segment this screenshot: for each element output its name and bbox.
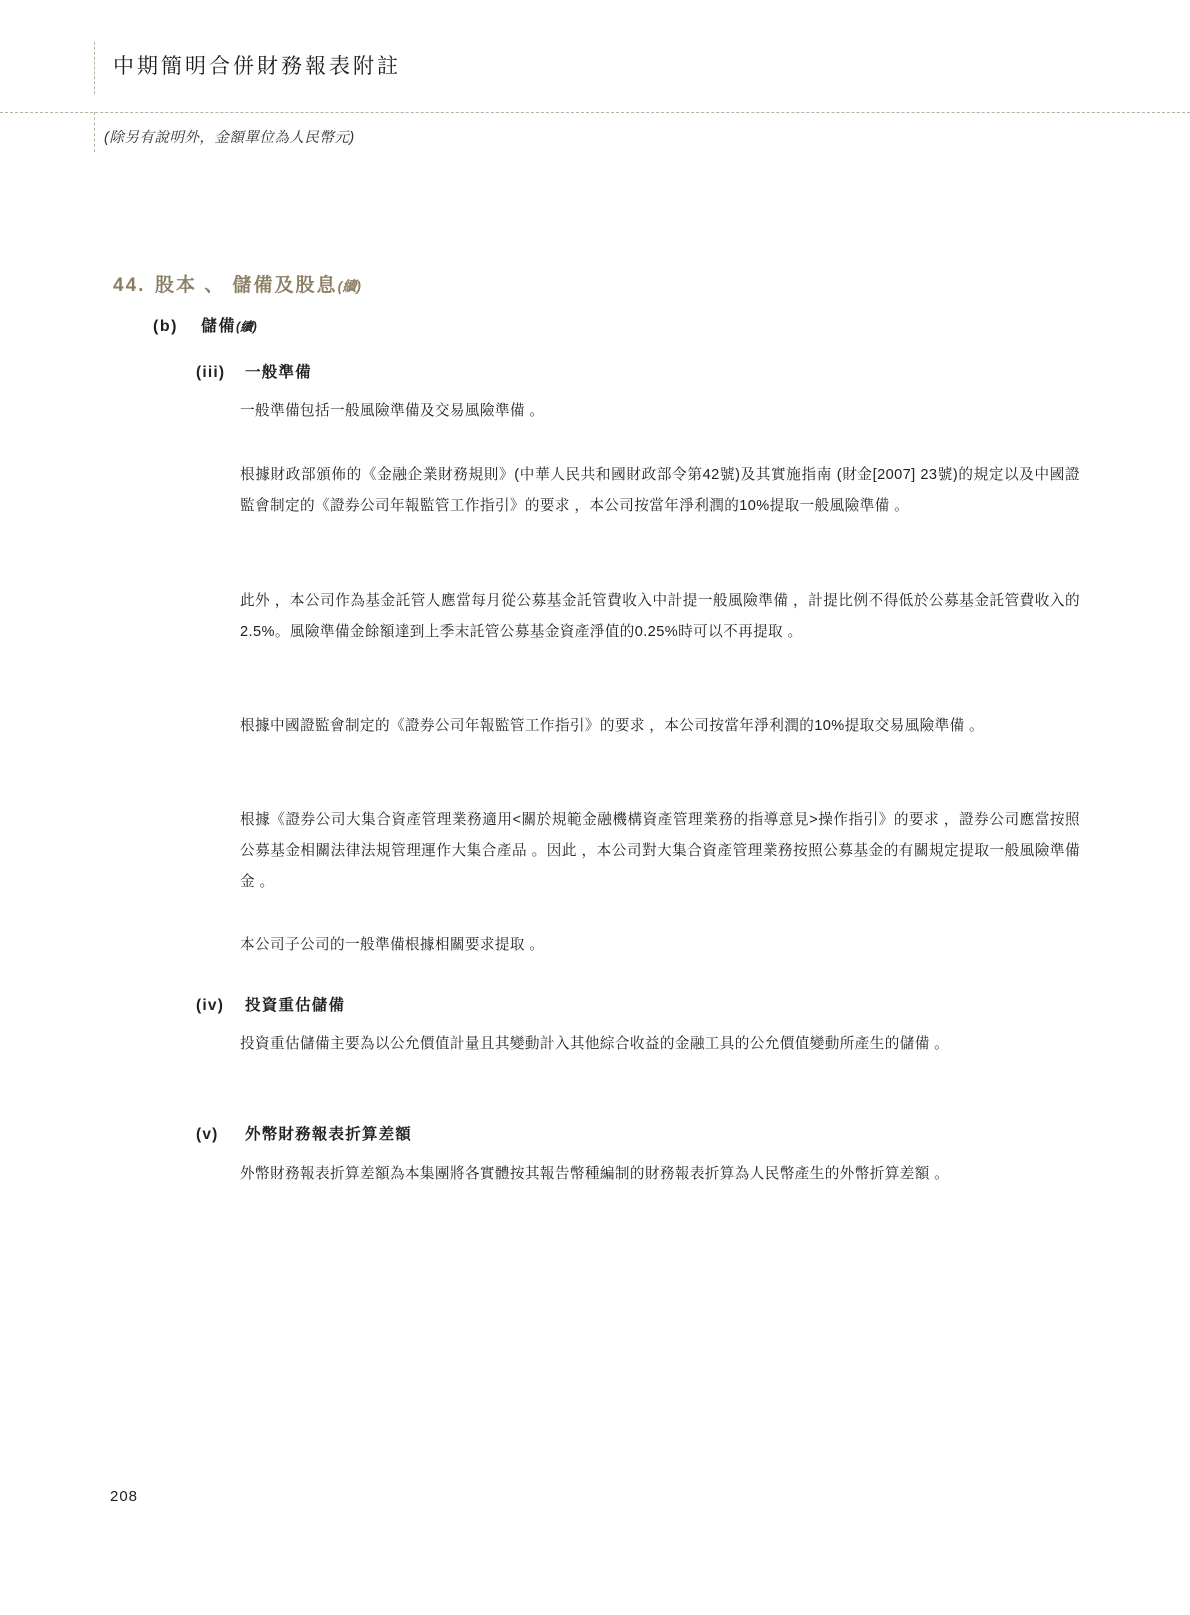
subsection-marker-iv: (iv)	[196, 997, 225, 1014]
paragraph-iii-4: 根據中國證監會制定的《證券公司年報監管工作指引》的要求 ，本公司按當年淨利潤的10%提取交易風險準備 。	[240, 718, 985, 734]
subsection-heading-v	[196, 1122, 412, 1144]
note-heading	[113, 270, 361, 297]
subsection-heading-iii	[196, 360, 312, 382]
paragraph-iv-1: 投資重估儲備主要為以公允價值計量且其變動計入其他綜合收益的金融工具的公允價值變動所產生的儲備 。	[240, 1036, 950, 1052]
section-b-title: 儲備	[201, 318, 237, 335]
subsection-marker-iii: (iii)	[196, 364, 226, 381]
section-b-marker: (b)	[153, 318, 178, 335]
note-continued-marker: (續)	[337, 278, 361, 294]
subsection-title-iii: 一般準備	[245, 364, 312, 381]
header-vertical-rule-lower	[94, 112, 95, 152]
header-subtitle: (除另有說明外，金額單位為人民幣元)	[104, 130, 355, 146]
subsection-marker-v: (v)	[196, 1126, 219, 1143]
note-title: 股本 、 儲備及股息	[155, 275, 338, 296]
paragraph-iii-6: 本公司子公司的一般準備根據相關要求提取 。	[240, 937, 545, 953]
header-title: 中期簡明合併財務報表附註	[113, 54, 401, 78]
paragraph-iii-3: 此外 ，本公司作為基金託管人應當每月從公募基金託管費收入中計提一般風險準備 ，計提比例不得低於公募基金託管費收入的2.5%。風險準備金餘額達到上季末託管公募基金資產淨值的0.25%時可以不再提取 。	[240, 593, 1080, 640]
header-horizontal-rule	[0, 112, 1190, 113]
subsection-heading-iv	[196, 993, 345, 1015]
subsection-title-v: 外幣財務報表折算差額	[245, 1126, 413, 1143]
header-vertical-rule	[94, 42, 95, 94]
page-number: 208	[110, 1488, 139, 1505]
paragraph-iii-1: 一般準備包括一般風險準備及交易風險準備 。	[240, 403, 545, 419]
subsection-title-iv: 投資重估儲備	[245, 997, 346, 1014]
section-b-continued-marker: (續)	[236, 320, 257, 334]
paragraph-v-1: 外幣財務報表折算差額為本集團將各實體按其報告幣種編制的財務報表折算為人民幣產生的外幣折算差額 。	[240, 1166, 950, 1182]
paragraph-iii-2: 根據財政部頒佈的《金融企業財務規則》(中華人民共和國財政部令第42號)及其實施指南 (財金[2007] 23號)的規定以及中國證監會制定的《證券公司年報監管工作指引》的要求 ，本公司按當年淨利潤的10%提取一般風險準備 。	[240, 467, 1080, 514]
page-header	[0, 0, 1190, 160]
paragraph-iii-5: 根據《證券公司大集合資產管理業務適用<關於規範金融機構資產管理業務的指導意見>操作指引》的要求 ，證券公司應當按照公募基金相關法律法規管理運作大集合產品 。因此 ，本公司對大集合資產管理業務按照公募基金的有關規定提取一般風險準備金 。	[240, 812, 1080, 890]
note-number: 44.	[113, 275, 146, 296]
section-b-heading	[153, 313, 257, 336]
